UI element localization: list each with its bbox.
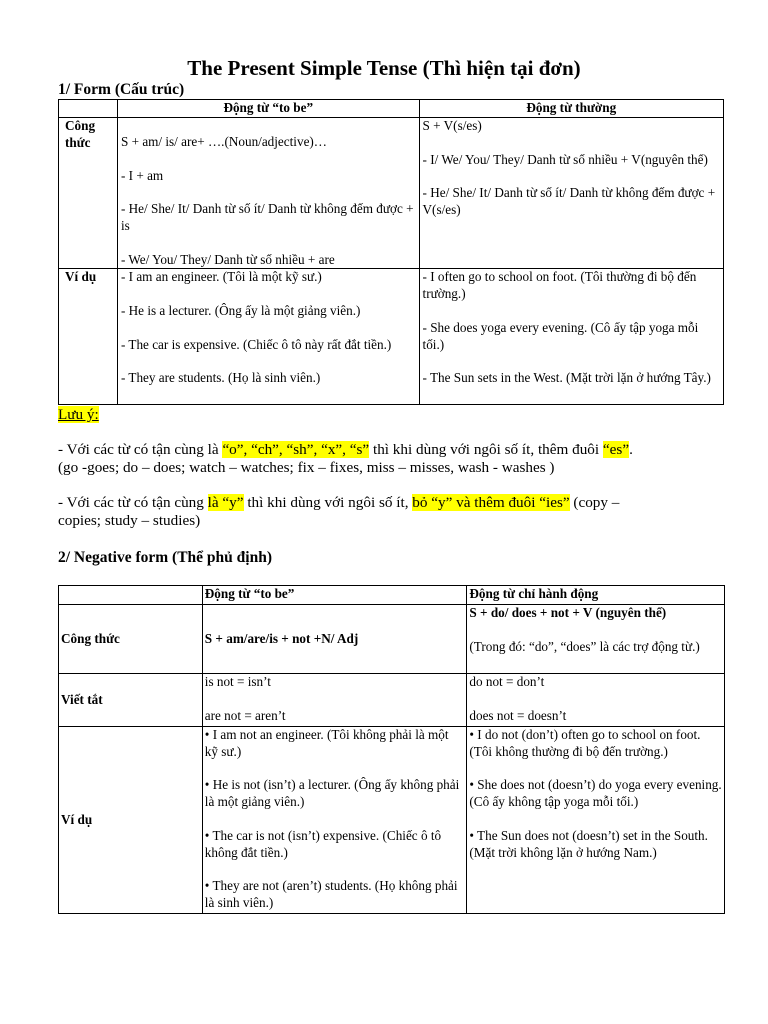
tobe-example-line: - The car is expensive. (Chiếc ô tô này rất đắt tiền.) xyxy=(120,336,392,352)
action-short-line: do not = don’t xyxy=(469,674,545,689)
tobe-formula-line: - He/ She/ It/ Danh từ số ít/ Danh từ không đếm được + is xyxy=(120,201,414,233)
row-label-example-neg: Ví dụ xyxy=(59,727,203,914)
row-label-example: Ví dụ xyxy=(59,269,118,405)
tobe-example-line: - They are students. (Họ là sinh viên.) xyxy=(120,370,321,386)
tobe-formula-line: - I + am xyxy=(120,167,164,183)
tobe-short-line: are not = aren’t xyxy=(204,707,286,723)
action-short-line: does not = doesn’t xyxy=(469,707,567,723)
tobe-neg-formula: S + am/are/is + not +N/ Adj xyxy=(202,605,467,674)
tobe-neg-example-cell xyxy=(202,727,467,914)
normal-example-line: - The Sun sets in the West. (Mặt trời lặn ở hướng Tây.) xyxy=(422,370,711,386)
normal-formula-cell xyxy=(419,118,723,269)
note-text: thì khi dùng với ngôi số ít, thêm đuôi xyxy=(369,441,603,458)
normal-example-line: - She does yoga every evening. (Cô ấy tập yoga mỗi tối.) xyxy=(422,319,699,352)
note-text: - Với các từ có tận cùng là xyxy=(58,441,223,458)
note-2-line-1 xyxy=(58,494,728,512)
row-label-formula-neg: Công thức xyxy=(59,605,203,674)
normal-example-cell xyxy=(419,269,723,405)
tobe-formula-cell xyxy=(117,118,419,269)
action-neg-example-line: • I do not (don’t) often go to school on foot. (Tôi không thường đi bộ đến trường.) xyxy=(469,727,701,759)
note-2 xyxy=(58,494,728,530)
negative-table xyxy=(58,585,725,914)
tobe-short-cell xyxy=(202,674,467,727)
col-header-tobe: Động từ “to be” xyxy=(117,100,419,118)
section2-heading: 2/ Negative form (Thể phủ định) xyxy=(58,549,272,566)
tobe-neg-example-line: • He is not (isn’t) a lecturer. (Ông ấy không phải là một giảng viên.) xyxy=(204,777,460,810)
action-neg-formula-cell xyxy=(467,605,725,674)
normal-formula-line: S + V(s/es) xyxy=(422,118,482,133)
action-neg-formula: S + do/ does + not + V (nguyên thể) xyxy=(469,605,667,620)
col-header-normal: Động từ thường xyxy=(419,100,723,118)
normal-formula-line: - I/ We/ You/ They/ Danh từ số nhiều + V(nguyên thể) xyxy=(422,151,708,167)
note-text: thì khi dùng với ngôi số ít, xyxy=(243,494,413,511)
tobe-formula-line: - We/ You/ They/ Danh từ số nhiều + are xyxy=(120,251,335,267)
note-highlight: bỏ “y” và thêm đuôi “ies” xyxy=(412,494,570,511)
tobe-example-cell xyxy=(117,269,419,405)
action-neg-formula-note: (Trong đó: “do”, “does” là các trợ động từ.) xyxy=(469,638,700,654)
note-highlight: là “y” xyxy=(207,494,244,511)
page-title: The Present Simple Tense (Thì hiện tại đơn) xyxy=(187,56,581,80)
tobe-neg-example-line: • I am not an engineer. (Tôi không phải là một kỹ sư.) xyxy=(204,727,449,759)
tobe-short-line: is not = isn’t xyxy=(204,674,271,689)
normal-formula-line: - He/ She/ It/ Danh từ số ít/ Danh từ không đếm được + V(s/es) xyxy=(422,185,716,217)
note-text: (copy – xyxy=(569,494,620,511)
tobe-example-line: - He is a lecturer. (Ông ấy là một giảng viên.) xyxy=(120,302,361,318)
note-1-line-1 xyxy=(58,441,728,459)
note-label xyxy=(58,406,728,424)
tobe-neg-example-line: • They are not (aren’t) students. (Họ không phải là sinh viên.) xyxy=(204,878,458,910)
action-neg-example-line: • The Sun does not (doesn’t) set in the South. (Mặt trời không lặn ở hướng Nam.) xyxy=(469,827,708,860)
note-2-line-2: copies; study – studies) xyxy=(58,512,201,529)
col-header-action-neg: Động từ chỉ hành động xyxy=(467,586,725,605)
section1-heading: 1/ Form (Cấu trúc) xyxy=(58,81,185,98)
tobe-formula-line: S + am/ is/ are+ ….(Noun/adjective)… xyxy=(120,134,327,149)
note-label-text: Lưu ý: xyxy=(58,406,99,423)
note-1-line-2: (go -goes; do – does; watch – watches; fix – fixes, miss – misses, wash - washes ) xyxy=(58,459,555,476)
tobe-neg-example-line: • The car is not (isn’t) expensive. (Chiếc ô tô không đắt tiền.) xyxy=(204,827,442,860)
row-label-short: Viết tắt xyxy=(59,674,203,727)
normal-example-line: - I often go to school on foot. (Tôi thường đi bộ đến trường.) xyxy=(422,269,697,302)
negative-table-corner xyxy=(59,586,203,605)
action-neg-example-line: • She does not (doesn’t) do yoga every evening. (Cô ấy không tập yoga mỗi tối.) xyxy=(469,777,722,810)
note-highlight: “es” xyxy=(602,441,630,458)
action-neg-example-cell xyxy=(467,727,725,914)
note-text: . xyxy=(629,441,633,458)
action-short-cell xyxy=(467,674,725,727)
note-1 xyxy=(58,441,728,477)
row-label-formula: Công thức xyxy=(59,118,118,269)
note-highlight: “o”, “ch”, “sh”, “x”, “s” xyxy=(222,441,370,458)
col-header-tobe-neg: Động từ “to be” xyxy=(202,586,467,605)
note-text: - Với các từ có tận cùng xyxy=(58,494,208,511)
form-table-corner xyxy=(59,100,118,118)
tobe-example-line: - I am an engineer. (Tôi là một kỹ sư.) xyxy=(120,269,322,285)
form-table xyxy=(58,99,724,405)
